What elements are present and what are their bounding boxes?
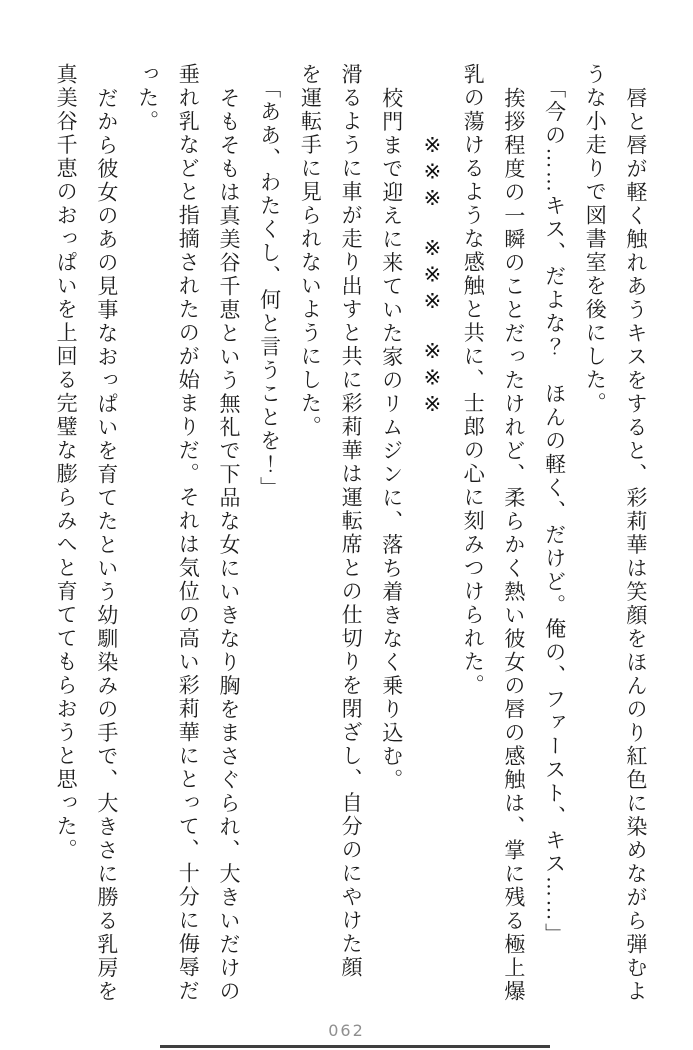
text-line: 校門まで迎えに来ていた家のリムジンに、落ち着きなく乗り込む。 bbox=[379, 87, 404, 792]
text-line: 挨拶程度の一瞬のことだったけれど、柔らかく熱い彼女の唇の感触は、掌に残る極上爆 bbox=[501, 87, 526, 1004]
text-line: った。 bbox=[135, 63, 160, 134]
text-line: 垂れ乳などと指摘されたのが始まりだ。それは気位の高い彩莉華にとって、十分に侮辱だ bbox=[176, 63, 201, 1003]
text-line: そもそもは真美谷千恵という無礼で下品な女にいきなり胸をまさぐられ、大きいだけの bbox=[216, 87, 241, 1004]
text-line: うな小走りで図書室を後にした。 bbox=[583, 63, 608, 416]
text-line: 真美谷千恵のおっぱいを上回る完璧な膨らみへと育ててもらおうと思った。 bbox=[54, 63, 79, 862]
text-line: を運転手に見られないようにした。 bbox=[298, 63, 323, 439]
page-number: 062 bbox=[328, 1021, 365, 1040]
text-line: 滑るように車が走り出すと共に彩莉華は運転席との仕切りを閉ざし、自分のにやけた顔 bbox=[339, 63, 364, 980]
text-line: 唇と唇が軽く触れあうキスをすると、彩莉華は笑顔をほんのり紅色に染めながら弾むよ bbox=[624, 87, 648, 1004]
text-line: 「ああ、わたくし、何と言うことを！」 bbox=[257, 77, 282, 500]
text-line: 「今の……キス、だよな？ ほんの軽く、だけど。俺の、ファースト、キス……」 bbox=[542, 77, 567, 947]
scan-artifact-line bbox=[160, 1045, 550, 1048]
text-line: 乳の蕩けるような感触と共に、士郎の心に刻みつけられた。 bbox=[461, 63, 486, 698]
section-separator: ※※※ ※※※ ※※※ bbox=[420, 133, 445, 419]
text-line: だから彼女のあの見事なおっぱいを育てたという幼馴染みの手で、大きさに勝る乳房を bbox=[94, 87, 119, 1004]
text-area bbox=[45, 63, 656, 1008]
